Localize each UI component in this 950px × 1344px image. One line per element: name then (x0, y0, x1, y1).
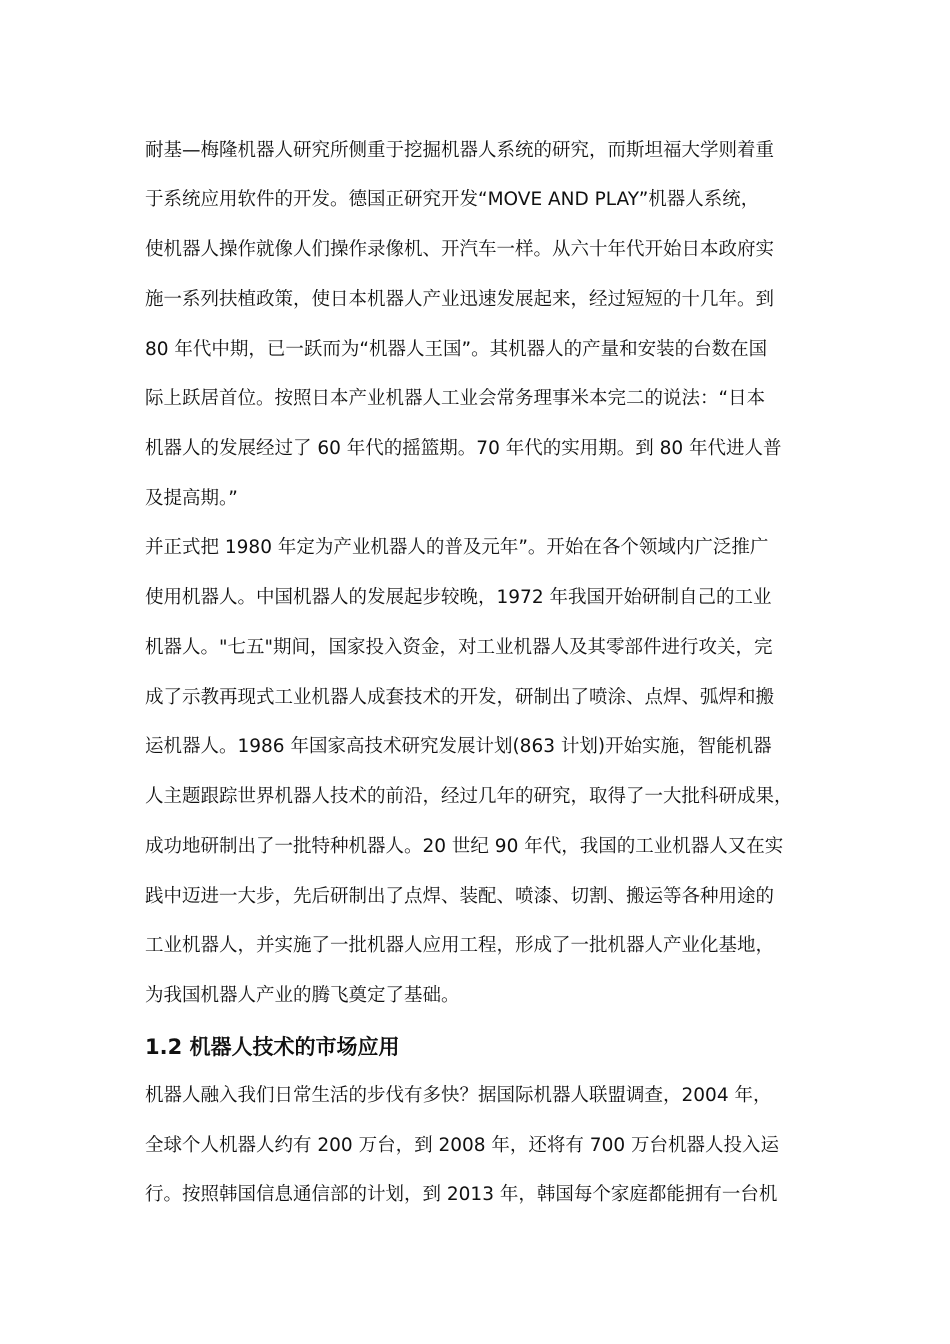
paragraph-line: 机器人融入我们日常生活的步伐有多快？据国际机器人联盟调查，2004 年， (145, 1085, 772, 1106)
paragraph-line: 全球个人机器人约有 200 万台，到 2008 年，还将有 700 万台机器人投入运 (145, 1135, 779, 1156)
section-heading: 1.2 机器人技术的市场应用 (145, 1035, 400, 1059)
paragraph-line: 为我国机器人产业的腾飞奠定了基础。 (145, 985, 460, 1006)
paragraph-line: 机器人。"七五"期间，国家投入资金，对工业机器人及其零部件进行攻关，完 (145, 637, 773, 658)
paragraph-line: 行。按照韩国信息通信部的计划，到 2013 年，韩国每个家庭都能拥有一台机 (145, 1184, 778, 1205)
paragraph-line: 践中迈进一大步，先后研制出了点焊、装配、喷漆、切割、搬运等各种用途的 (145, 886, 775, 907)
paragraph-line: 并正式把 1980 年定为产业机器人的普及元年”。开始在各个领域内广泛推广 (145, 537, 769, 558)
paragraph-line: 使机器人操作就像人们操作录像机、开汽车一样。从六十年代开始日本政府实 (145, 239, 775, 260)
paragraph-line: 成了示教再现式工业机器人成套技术的开发，研制出了喷涂、点焊、弧焊和搬 (145, 687, 775, 708)
paragraph-line: 机器人的发展经过了 60 年代的摇篮期。70 年代的实用期。到 80 年代进人普 (145, 438, 782, 459)
paragraph-line: 及提高期。” (145, 488, 238, 509)
paragraph-line: 于系统应用软件的开发。德国正研究开发“MOVE AND PLAY”机器人系统， (145, 189, 760, 210)
paragraph-line: 人主题跟踪世界机器人技术的前沿，经过几年的研究，取得了一大批科研成果， (145, 786, 793, 807)
paragraph-line: 80 年代中期，已一跃而为“机器人王国”。其机器人的产量和安装的台数在国 (145, 339, 768, 360)
paragraph-line: 运机器人。1986 年国家高技术研究发展计划(863 计划)开始实施，智能机器 (145, 736, 772, 757)
paragraph-line: 耐基—梅隆机器人研究所侧重于挖掘机器人系统的研究，而斯坦福大学则着重 (145, 140, 775, 161)
paragraph-line: 际上跃居首位。按照日本产业机器人工业会常务理事米本完二的说法：“日本 (145, 388, 766, 409)
paragraph-line: 使用机器人。中国机器人的发展起步较晚，1972 年我国开始研制自己的工业 (145, 587, 772, 608)
paragraph-line: 成功地研制出了一批特种机器人。20 世纪 90 年代，我国的工业机器人又在实 (145, 836, 784, 857)
paragraph-line: 工业机器人，并实施了一批机器人应用工程，形成了一批机器人产业化基地， (145, 935, 775, 956)
paragraph-line: 施一系列扶植政策，使日本机器人产业迅速发展起来，经过短短的十几年。到 (145, 289, 775, 310)
